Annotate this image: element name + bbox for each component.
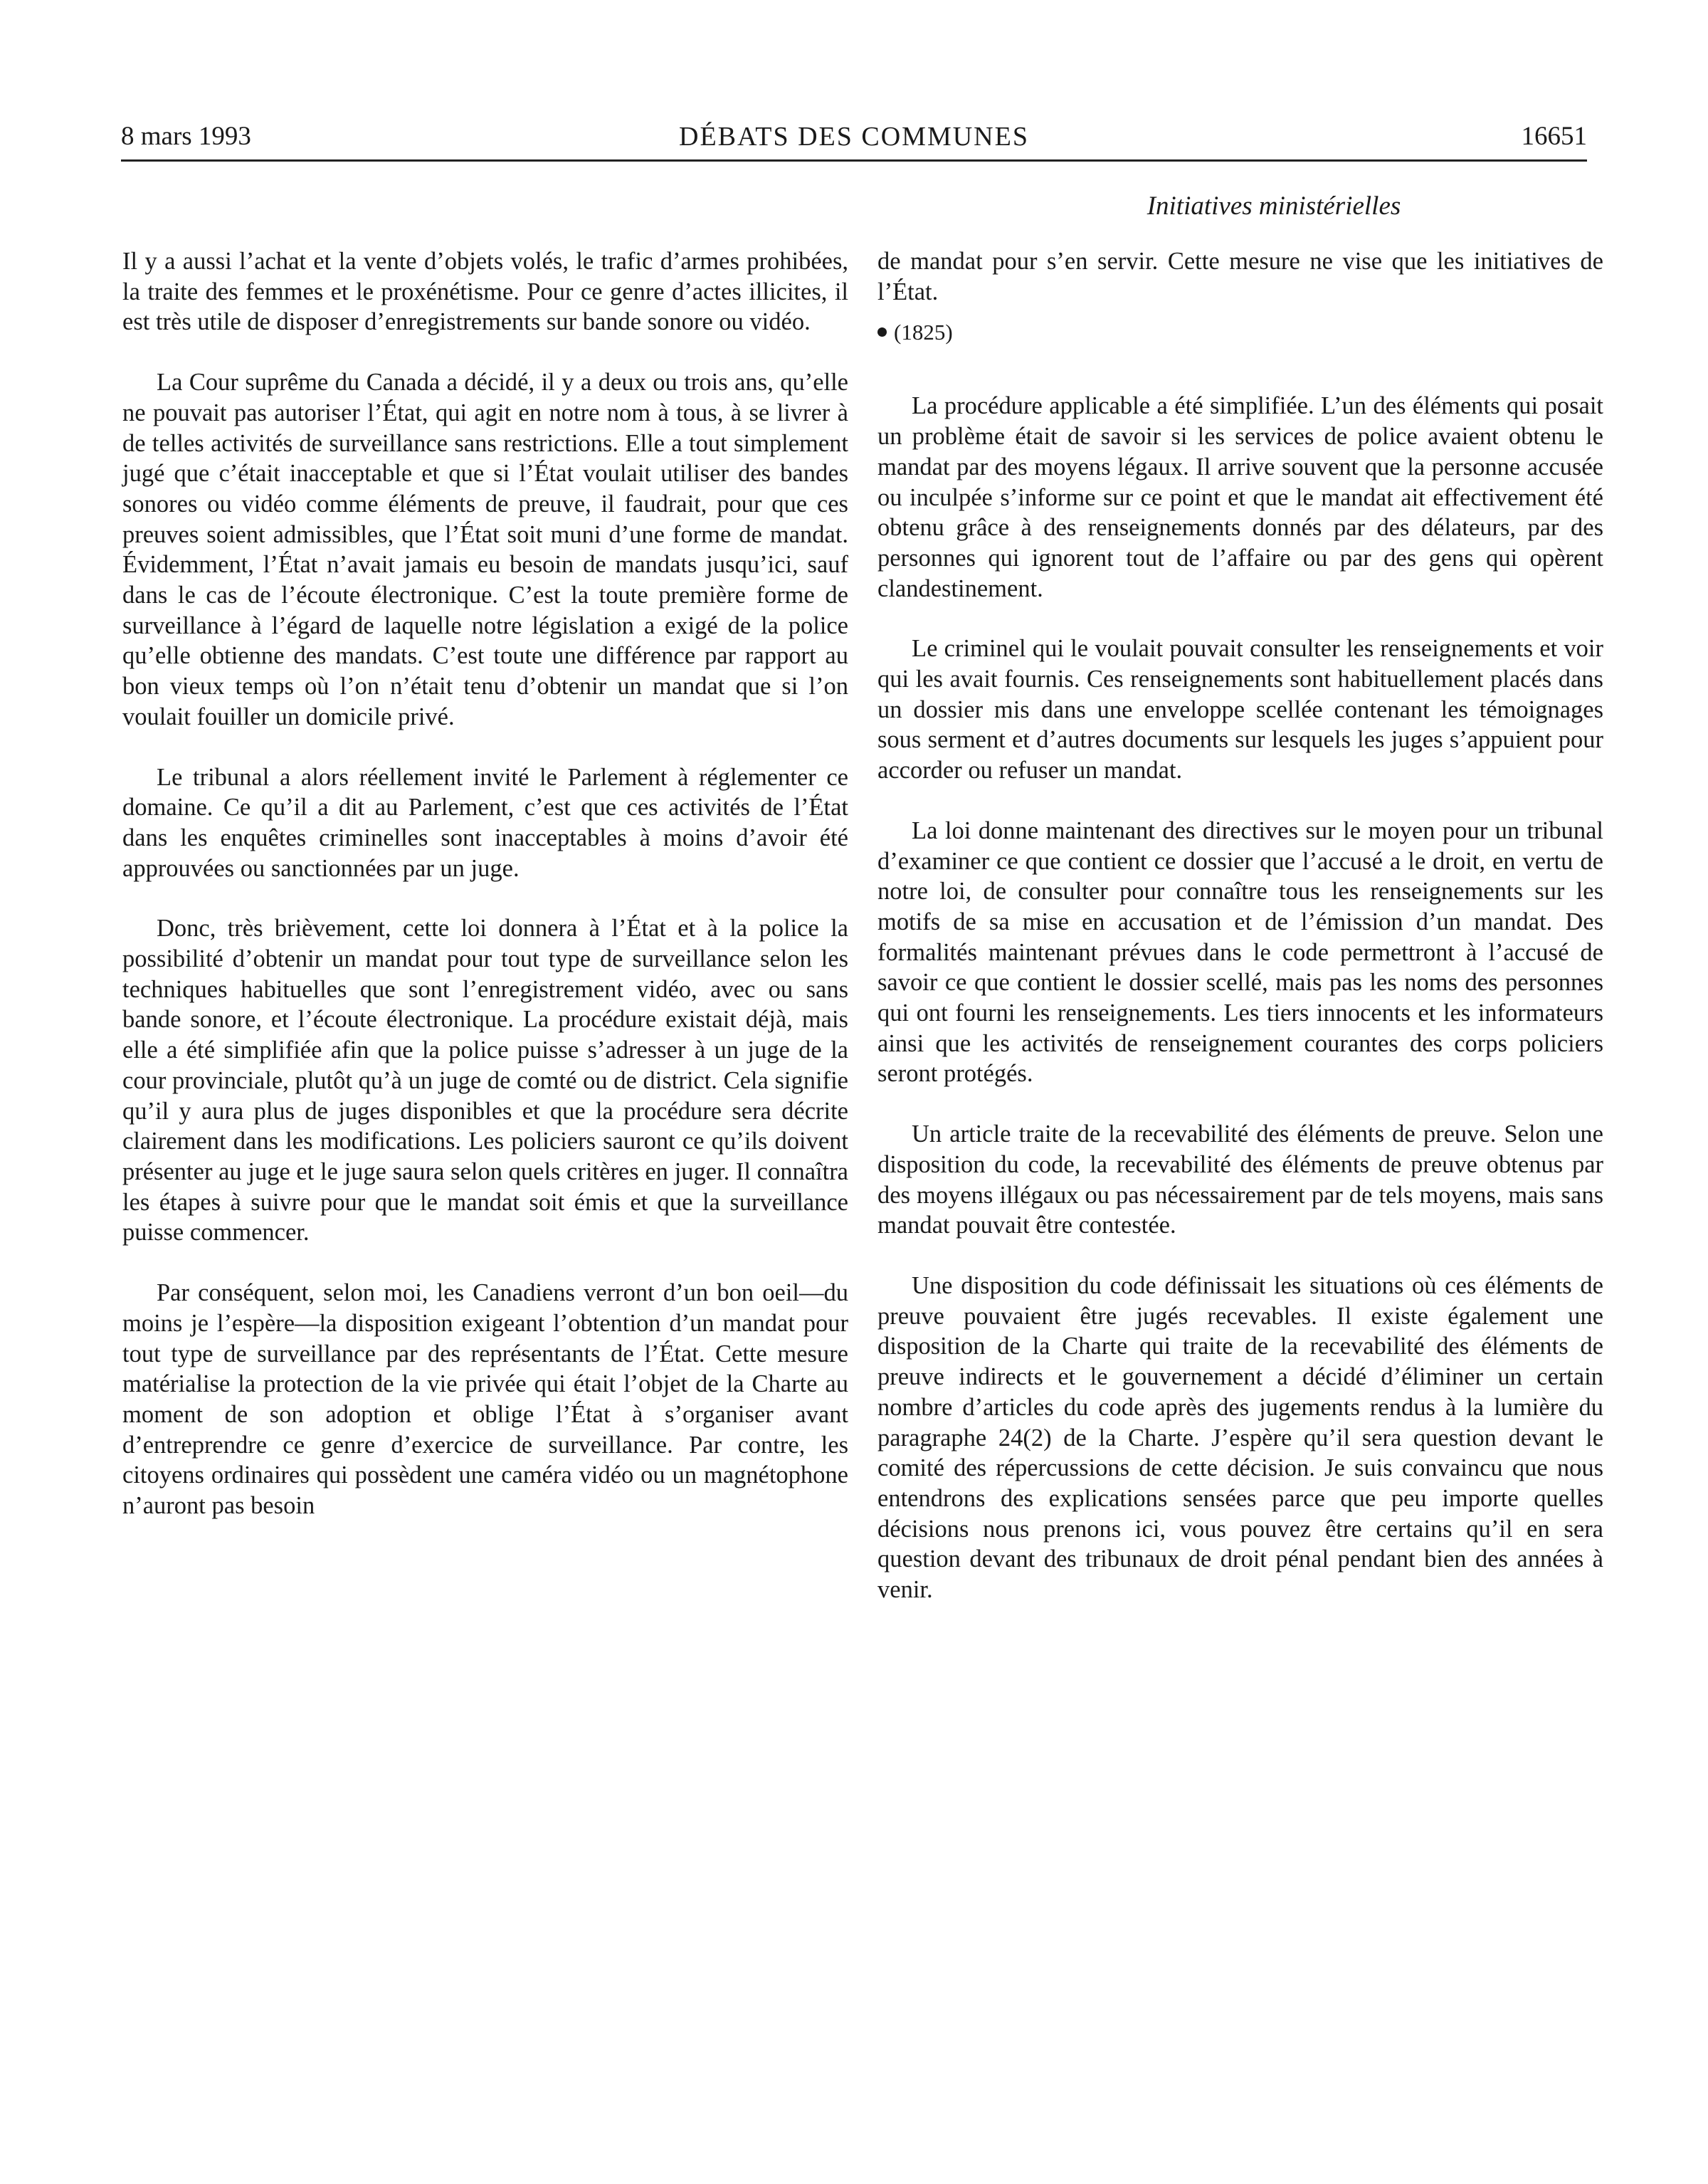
header-title: DÉBATS DES COMMUNES — [679, 122, 1029, 152]
paragraph: Un article traite de la recevabilité des éléments de preuve. Selon une disposition du code, la recevabilité des éléments de preuve obtenus par des moyens illégaux ou pas nécessairement par de tels moyens, mais sans mandat pouvait être contestée. — [877, 1120, 1603, 1239]
paragraph: La procédure applicable a été simplifiée. L’un des éléments qui posait un problème était de savoir si les services de police avaient obtenu le mandat par des moyens légaux. Il arrive souvent que la personne accusée ou inculpée s’informe sur ce point et que le mandat ait effectivement été obtenu grâce à des renseignements donnés par des délateurs, par des personnes qui ignorent tout de l’affaire ou par des gens qui opèrent clandestinement. — [877, 392, 1603, 602]
paragraph: Il y a aussi l’achat et la vente d’objets volés, le trafic d’armes prohibées, la traite des femmes et le proxénétisme. Pour ce genre d’actes illicites, il est très utile de disposer d’enregistrements sur bande sonore ou vidéo. — [122, 248, 848, 336]
paragraph: Par conséquent, selon moi, les Canadiens verront d’un bon oeil—du moins je l’espère—la disposition exigeant l’obtention d’un mandat pour tout type de surveillance par des représentants de l’État. Cette mesure matérialise la protection de la vie privée qui était l’objet de la Charte au moment de son adoption et oblige l’État à s’organiser avant d’entreprendre ce genre d’exercice de surveillance. Par contre, les citoyens ordinaires qui possèdent une caméra vidéo ou un magnétophone n’auront pas besoin — [122, 1279, 848, 1520]
page-number: 16651 — [1521, 122, 1587, 151]
paragraph: Donc, très brièvement, cette loi donnera à l’État et à la police la possibilité d’obtenir un mandat pour tout type de surveillance selon les techniques habituelles que sont l’enregistrement vidéo, avec ou sans bande sonore, et l’écoute électronique. La procédure existait déjà, mais elle a été simplifiée afin que la police puisse s’adresser à un juge de la cour provinciale, plutôt qu’à un juge de comté ou de district. Cela signifie qu’il y aura plus de juges disponibles et que la procédure sera décrite clairement dans les modifications. Les policiers sauront ce qu’ils doivent présenter au juge et le juge saura selon quels critères en juger. Il connaîtra les étapes à suivre pour que le mandat soit émis et que la surveillance puisse commencer. — [122, 915, 848, 1246]
header-date: 8 mars 1993 — [121, 122, 251, 151]
page-header — [121, 118, 1587, 162]
paragraph: Une disposition du code définissait les situations où ces éléments de preuve pouvaient être jugés recevables. Il existe également une disposition de la Charte qui traite de la recevabilité des éléments de preuve indirects et le gouvernement a décidé d’éliminer un certain nombre d’articles du code après des jugements rendus à la lumière du paragraphe 24(2) de la Charte. J’espère qu’il sera question devant le comité des répercussions de cette décision. Je suis convaincu que nous entendrons des explications sensées parce que peu importe quelles décisions nous prenons ici, vous pouvez être certains qu’il en sera question devant des tribunaux de droit pénal pendant bien des années à venir. — [877, 1271, 1603, 1604]
paragraph: La loi donne maintenant des directives sur le moyen pour un tribunal d’examiner ce que contient ce dossier que l’accusé a le droit, en vertu de notre loi, de consulter pour connaître tous les renseignements sur les motifs de sa mise en accusation et de l’émission d’un mandat. Des formalités maintenant prévues dans le code permettront à l’accusé de savoir ce que contient le dossier scellé, mais pas les noms des personnes qui ont fourni les renseignements. Les tiers innocents et les informateurs ainsi que les activités de renseignement courantes des corps policiers seront protégés. — [877, 817, 1603, 1088]
paragraph: La Cour suprême du Canada a décidé, il y a deux ou trois ans, qu’elle ne pouvait pas autoriser l’État, qui agit en notre nom à tous, à se livrer à de telles activités de surveillance sans restrictions. Elle a tout simplement jugé que c’était inacceptable et que si l’État voulait utiliser des bandes sonores ou vidéo comme éléments de preuve, il faudrait, pour que ces preuves soient admissibles, que l’État soit muni d’une forme de mandat. Évidemment, l’État n’avait jamais eu besoin de mandats jusqu’ici, sauf dans le cas de l’écoute électronique. C’est la toute première forme de surveillance à l’égard de laquelle notre législation a exigé de la police qu’elle obtienne des mandats. C’est toute une différence par rapport au bon vieux temps où l’on n’était tenu d’obtenir un mandat que si l’on voulait fouiller un domicile privé. — [122, 369, 848, 730]
left-column — [122, 246, 848, 1521]
bullet-icon — [877, 327, 887, 337]
timestamp — [877, 318, 1603, 347]
paragraph-continuation: de mandat pour s’en servir. Cette mesure ne vise que les initiatives de l’État. — [877, 248, 1603, 305]
paragraph: Le tribunal a alors réellement invité le Parlement à réglementer ce domaine. Ce qu’il a dit au Parlement, c’est que ces activités de l’État dans les enquêtes criminelles sont inacceptables à moins d’avoir été approuvées ou sanctionnées par un juge. — [122, 763, 848, 882]
timestamp-text: (1825) — [894, 320, 953, 345]
paragraph: Le criminel qui le voulait pouvait consulter les renseignements et voir qui les avait fournis. Ces renseignements sont habituellement placés dans un dossier mis dans une enveloppe scellée contenant les témoignages sous serment et d’autres documents sur lesquels les juges s’appuient pour accorder ou refuser un mandat. — [877, 635, 1603, 784]
section-title: Initiatives ministérielles — [1146, 191, 1401, 221]
right-column — [877, 246, 1603, 1605]
